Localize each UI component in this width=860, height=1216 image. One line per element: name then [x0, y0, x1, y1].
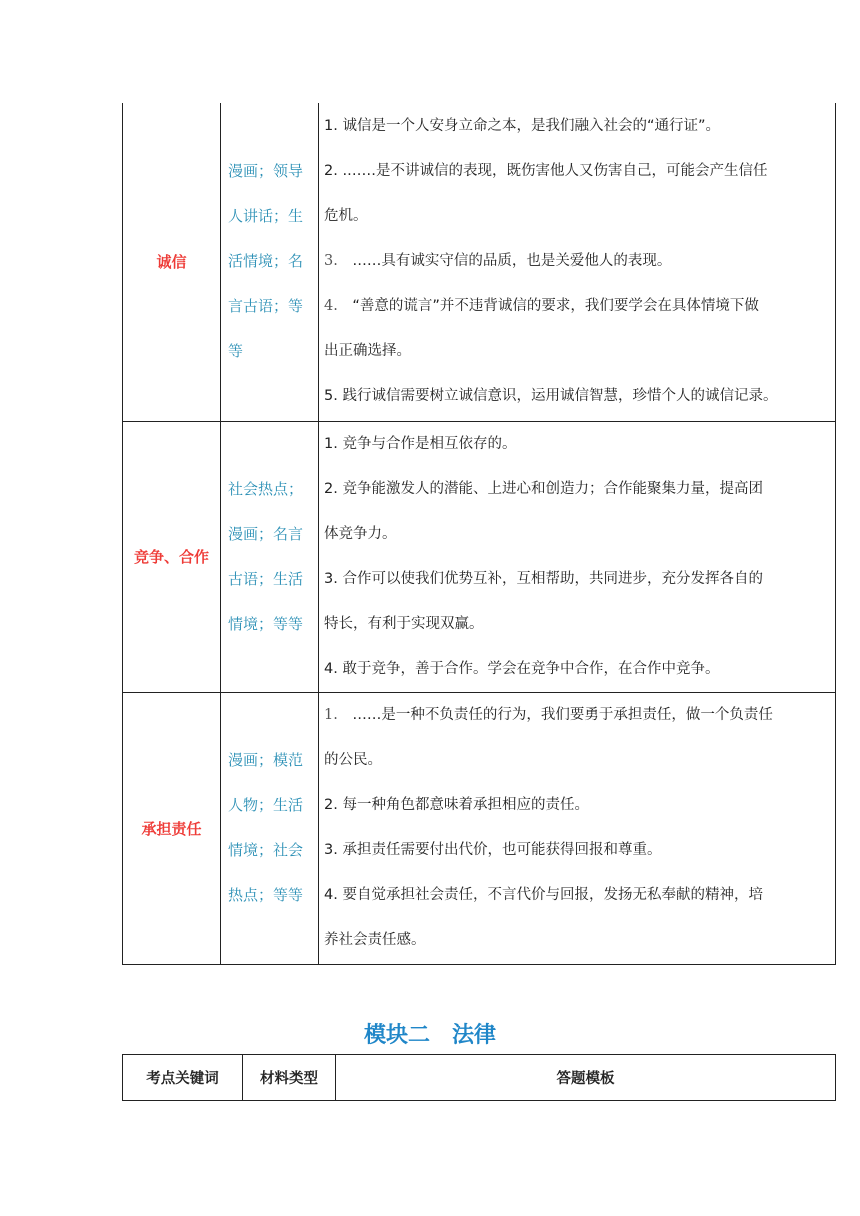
- table-header-row: [123, 1055, 836, 1101]
- answer-line: 养社会责任感。: [324, 932, 426, 948]
- material-type-cell: 漫画；领导人讲话；生活情境；名言古语；等等: [221, 103, 319, 421]
- answer-line: 3. ……具有诚实守信的品质，也是关爱他人的表现。: [324, 253, 672, 270]
- table-row: [123, 103, 836, 421]
- answer-line: 4. 敢于竞争，善于合作。学会在竞争中合作，在合作中竞争。: [324, 660, 720, 677]
- answer-line: 出正确选择。: [324, 343, 411, 360]
- material-type-cell: 社会热点；漫画；名言古语；生活情境；等等: [221, 421, 319, 692]
- answer-line: 2. .……是不讲诚信的表现，既伤害他人又伤害自己，可能会产生信任: [324, 163, 768, 180]
- answer-line: 4. 要自觉承担社会责任，不言代价与回报，发扬无私奉献的精神，培: [324, 887, 763, 903]
- answer-line: 2. 竞争能激发人的潜能、上进心和创造力；合作能聚集力量，提高团: [324, 480, 763, 497]
- answer-line: 1. 竞争与合作是相互依存的。: [324, 435, 517, 452]
- answer-line: 的公民。: [324, 752, 382, 768]
- law-module-table: [122, 1054, 836, 1101]
- answer-template-cell: [319, 421, 836, 692]
- answer-line: 3. 合作可以使我们优势互补，互相帮助，共同进步，充分发挥各自的: [324, 570, 763, 587]
- header-keyword: 考点关键词: [123, 1055, 243, 1101]
- answer-line: 5. 践行诚信需要树立诚信意识，运用诚信智慧，珍惜个人的诚信记录。: [324, 388, 778, 405]
- module-title: 模块二 法律: [363, 1023, 496, 1048]
- keyword-cell: 诚信: [123, 103, 221, 421]
- topic-table: [122, 103, 836, 965]
- answer-line: 3. 承担责任需要付出代价，也可能获得回报和尊重。: [324, 842, 662, 858]
- table-row: [123, 692, 836, 964]
- answer-line: 1. 诚信是一个人安身立命之本，是我们融入社会的“通行证”。: [324, 118, 720, 135]
- material-type-cell: 漫画；模范人物；生活情境；社会热点；等等: [221, 692, 319, 964]
- answer-template-cell: [319, 103, 836, 421]
- answer-template-cell: [319, 692, 836, 964]
- table-row: [123, 421, 836, 692]
- answer-line: 2. 每一种角色都意味着承担相应的责任。: [324, 797, 589, 813]
- answer-line: 危机。: [324, 208, 368, 225]
- answer-line: 4. “善意的谎言”并不违背诚信的要求，我们要学会在具体情境下做: [324, 298, 759, 315]
- answer-line: 1. ……是一种不负责任的行为，我们要勇于承担责任，做一个负责任: [324, 707, 773, 723]
- header-material-type: 材料类型: [243, 1055, 336, 1101]
- answer-line: 体竞争力。: [324, 525, 397, 542]
- keyword-cell: 承担责任: [123, 692, 221, 964]
- answer-line: 特长，有利于实现双赢。: [324, 615, 484, 632]
- keyword-cell: 竞争、合作: [123, 421, 221, 692]
- header-answer-template: 答题模板: [336, 1055, 836, 1101]
